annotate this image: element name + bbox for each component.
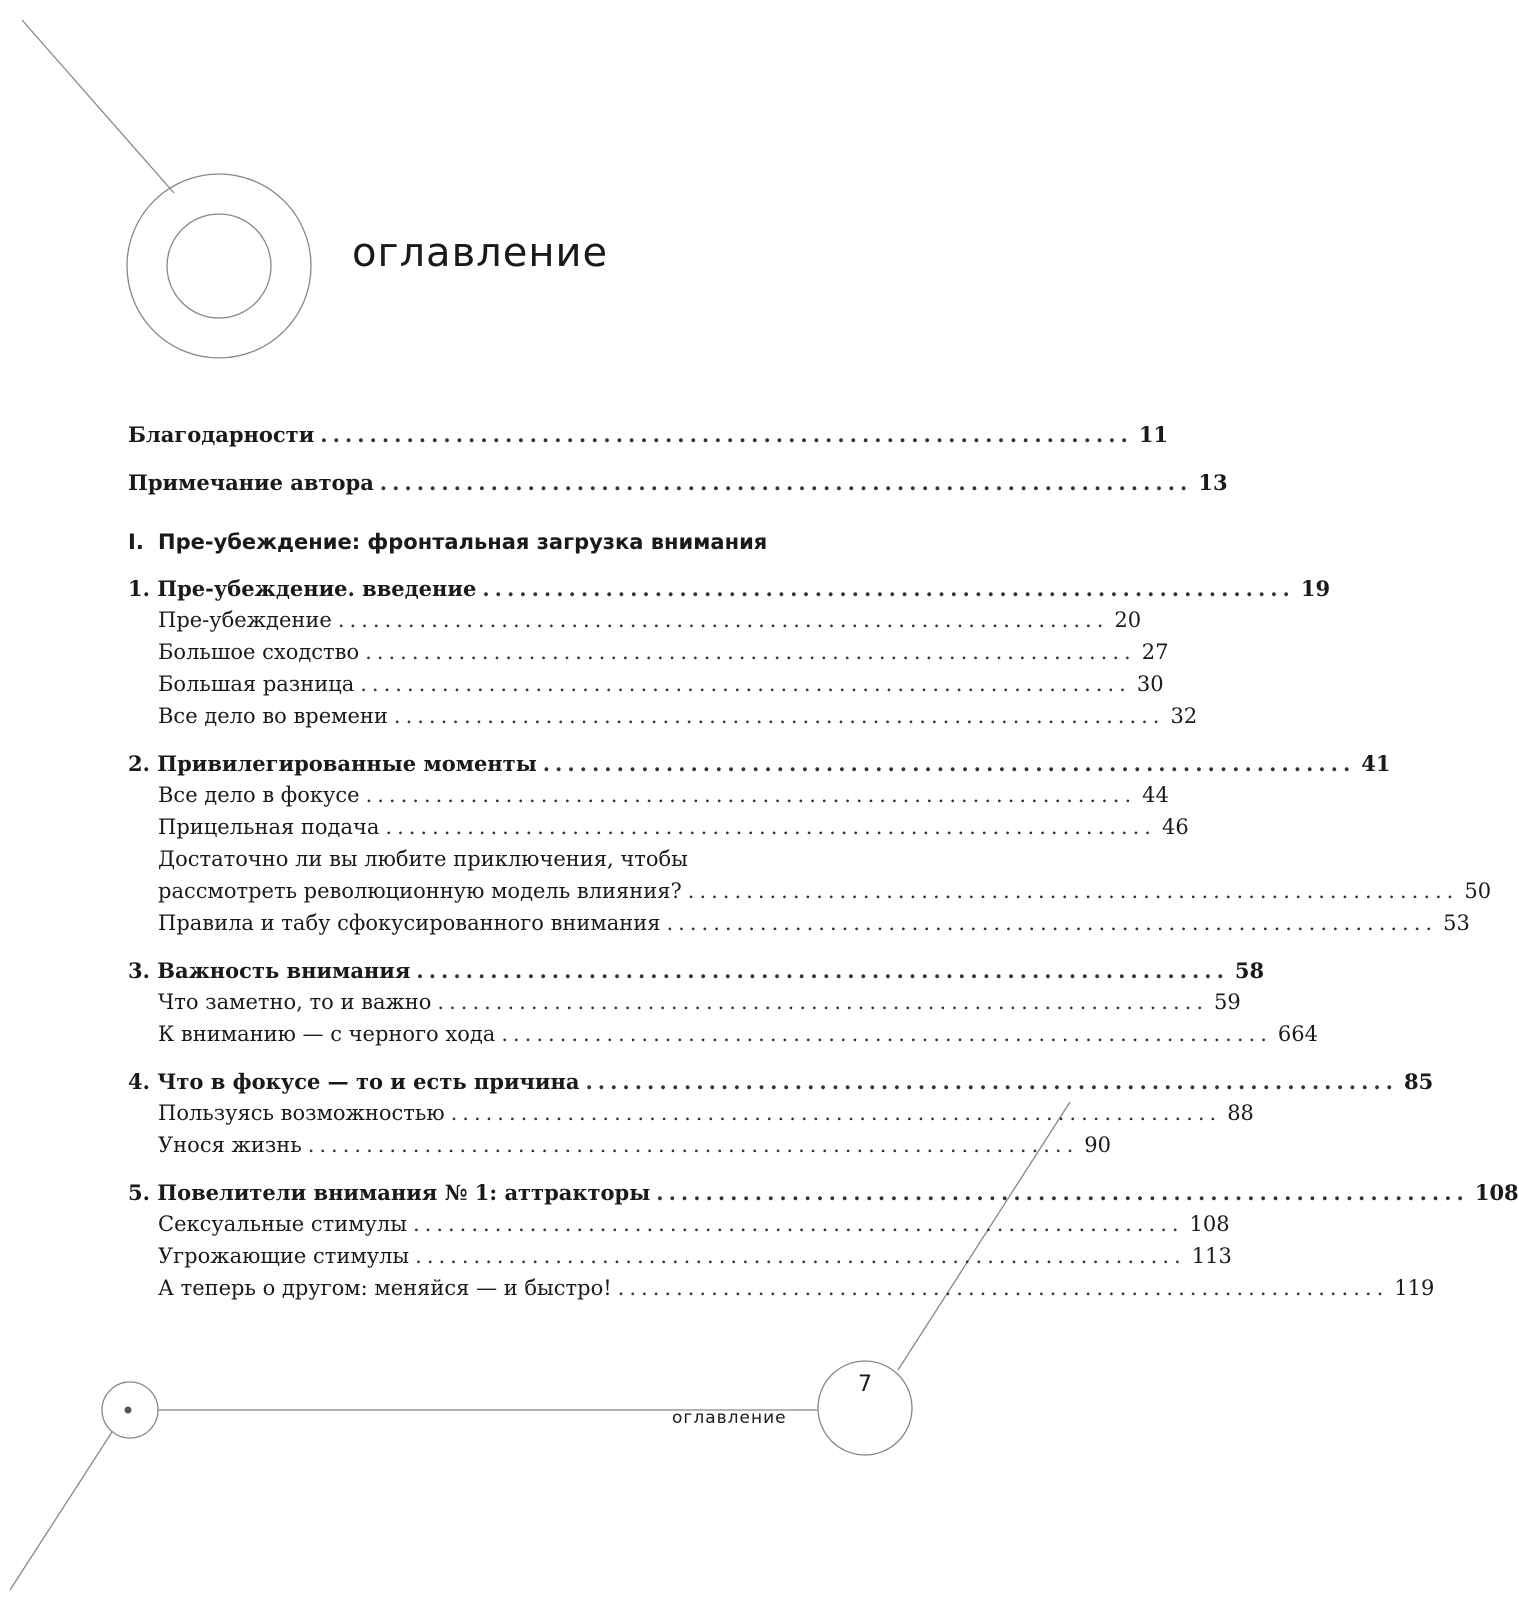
- toc-section[interactable]: [128, 815, 1189, 847]
- toc-section[interactable]: [128, 1244, 1232, 1276]
- toc-leader: ..................................................................: [542, 751, 1356, 776]
- toc-chapter-2[interactable]: [128, 751, 1391, 783]
- toc-entry-label: Угрожающие стимулы: [158, 1244, 410, 1268]
- toc-entry-label: Сексуальные стимулы: [158, 1212, 407, 1236]
- toc-entry-page: 108: [1474, 1180, 1519, 1205]
- toc-entry-page: 46: [1161, 815, 1189, 839]
- toc-leader: ..................................................................: [450, 1101, 1222, 1125]
- toc-entry-label: Большое сходство: [158, 640, 360, 664]
- toc-entry-label: Унося жизнь: [158, 1133, 302, 1157]
- toc-leader: ..................................................................: [666, 911, 1438, 935]
- toc-leader: ..................................................................: [617, 1276, 1389, 1300]
- toc-leader: ..................................................................: [437, 990, 1208, 1014]
- toc-entry-acknowledgements[interactable]: [128, 422, 1169, 454]
- part-title: Пре-убеждение: фронтальная загрузка внимания: [158, 530, 768, 554]
- toc-entry-page: 32: [1170, 704, 1198, 728]
- toc-leader: ..................................................................: [585, 1069, 1398, 1094]
- toc-entry-page: 90: [1084, 1133, 1112, 1157]
- toc-chapter-5[interactable]: [128, 1180, 1519, 1212]
- bottom-left-diagonal-line: [10, 1432, 112, 1590]
- toc-leader: ..................................................................: [365, 640, 1136, 664]
- toc-leader: ..................................................................: [320, 422, 1133, 447]
- toc-entry-page: 88: [1227, 1101, 1254, 1125]
- toc-entry-page: 19: [1300, 576, 1331, 601]
- toc-entry-label: К вниманию — с черного хода: [158, 1022, 496, 1046]
- toc-leader: ..................................................................: [656, 1180, 1469, 1205]
- toc-entry-page: 664: [1277, 1022, 1318, 1046]
- toc-leader: ..................................................................: [415, 1244, 1186, 1268]
- toc-leader: ..................................................................: [416, 958, 1229, 983]
- toc-entry-label: Достаточно ли вы любите приключения, чтобы: [158, 847, 688, 871]
- toc-section[interactable]: [128, 911, 1470, 943]
- toc-entry-page: 27: [1141, 640, 1169, 664]
- toc-entry-page: 20: [1114, 608, 1142, 632]
- toc-entry-page: 50: [1464, 879, 1492, 903]
- toc-entry-label: 2. Привилегированные моменты: [128, 751, 537, 776]
- toc-leader: ..................................................................: [393, 704, 1165, 728]
- toc-entry-page: 44: [1142, 783, 1169, 807]
- footer-dot: [125, 1407, 132, 1414]
- toc-section[interactable]: [128, 990, 1241, 1022]
- toc-chapter-1[interactable]: [128, 576, 1331, 608]
- toc-section[interactable]: [128, 608, 1142, 640]
- toc-entry-page: 11: [1138, 422, 1169, 447]
- toc-section[interactable]: [128, 704, 1198, 736]
- toc-section[interactable]: [128, 1022, 1318, 1054]
- table-of-contents: [128, 422, 1519, 1308]
- toc-leader: ..................................................................: [307, 1133, 1079, 1157]
- toc-leader: ..................................................................: [365, 783, 1137, 807]
- toc-leader: ..................................................................: [482, 576, 1295, 601]
- toc-section[interactable]: [128, 1101, 1254, 1133]
- toc-entry-page: 59: [1214, 990, 1241, 1014]
- toc-section[interactable]: [128, 1212, 1230, 1244]
- toc-entry-page: 53: [1443, 911, 1470, 935]
- toc-entry-page: 108: [1189, 1212, 1230, 1236]
- toc-entry-page: 119: [1394, 1276, 1435, 1300]
- toc-section[interactable]: [128, 640, 1169, 672]
- toc-part-heading: [128, 530, 868, 562]
- toc-entry-label: Все дело во времени: [158, 704, 388, 728]
- toc-entry-label: Большая разница: [158, 672, 355, 696]
- toc-section-line-2[interactable]: [128, 879, 1492, 911]
- part-number: I.: [128, 530, 144, 554]
- toc-entry-label: Благодарности: [128, 422, 315, 447]
- toc-leader: ..................................................................: [337, 608, 1109, 632]
- toc-leader: ..................................................................: [385, 815, 1156, 839]
- title-outer-circle: [127, 174, 311, 358]
- page-number: 7: [858, 1372, 872, 1397]
- toc-section[interactable]: [128, 783, 1169, 815]
- toc-entry-label: Пользуясь возможностью: [158, 1101, 445, 1125]
- running-footer-title: оглавление: [672, 1408, 787, 1428]
- toc-chapter-3[interactable]: [128, 958, 1265, 990]
- toc-section[interactable]: [128, 1133, 1112, 1165]
- toc-leader: ..................................................................: [360, 672, 1131, 696]
- toc-entry-label: 4. Что в фокусе — то и есть причина: [128, 1069, 580, 1094]
- toc-leader: ..................................................................: [501, 1022, 1272, 1046]
- toc-entry-page: 30: [1136, 672, 1164, 696]
- toc-entry-page: 13: [1198, 470, 1228, 495]
- toc-entry-page: 41: [1361, 751, 1391, 776]
- toc-entry-page: 113: [1191, 1244, 1232, 1268]
- toc-section[interactable]: [128, 672, 1164, 704]
- toc-entry-label: А теперь о другом: меняйся — и быстро!: [158, 1276, 612, 1300]
- top-diagonal-line: [22, 20, 174, 193]
- toc-entry-label: Прицельная подача: [158, 815, 380, 839]
- toc-leader: ..................................................................: [412, 1212, 1184, 1236]
- toc-entry-label: Что заметно, то и важно: [158, 990, 432, 1014]
- toc-entry-author-note[interactable]: [128, 470, 1228, 502]
- title-inner-circle: [167, 214, 271, 318]
- toc-entry-label: Пре-убеждение: [158, 608, 332, 632]
- toc-entry-label: 1. Пре-убеждение. введение: [128, 576, 477, 601]
- toc-entry-label: 5. Повелители внимания № 1: аттракторы: [128, 1180, 651, 1205]
- toc-chapter-4[interactable]: [128, 1069, 1434, 1101]
- toc-entry-label: Правила и табу сфокусированного внимания: [158, 911, 661, 935]
- toc-leader: ..................................................................: [687, 879, 1459, 903]
- toc-entry-label: Все дело в фокусе: [158, 783, 360, 807]
- toc-entry-page: 85: [1404, 1069, 1434, 1094]
- toc-entry-label: рассмотреть революционную модель влияния?: [158, 879, 682, 903]
- toc-section[interactable]: [128, 1276, 1435, 1308]
- toc-entry-label: Примечание автора: [128, 470, 374, 495]
- toc-entry-page: 58: [1234, 958, 1265, 983]
- toc-section-line-1[interactable]: [128, 847, 868, 879]
- page-title: оглавление: [352, 230, 609, 276]
- toc-leader: ..................................................................: [379, 470, 1193, 495]
- toc-entry-label: 3. Важность внимания: [128, 958, 411, 983]
